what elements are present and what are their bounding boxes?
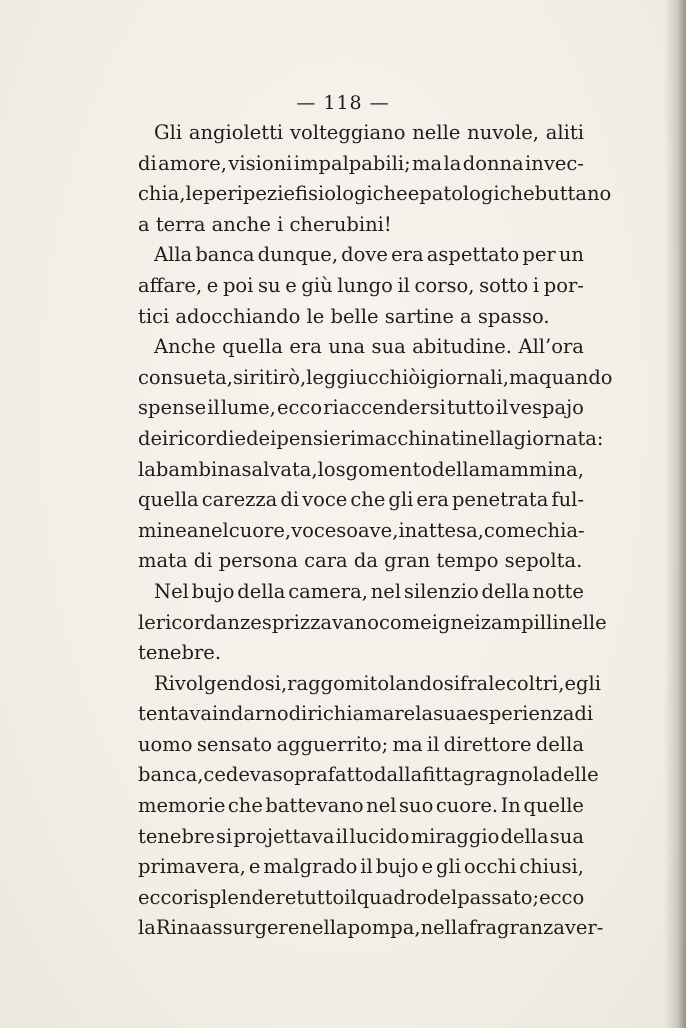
text-line: le ricordanze sprizzavano come ignei zampilli nelle: [138, 610, 607, 634]
text-line: consueta, si ritirò, leggiucchiò i giornali, ma quando: [138, 365, 613, 389]
text-line: tici adocchiando le belle sartine a spasso.: [138, 304, 550, 328]
text-line: dei ricordi e dei pensieri macchinati nella giornata:: [138, 426, 604, 450]
text-line: quella carezza di voce che gli era penetrata ful-: [138, 488, 584, 512]
text-line: tenebre.: [138, 641, 222, 665]
text-line: la Rina assurgere nella pompa, nella fragranza ver-: [138, 916, 604, 940]
text-line: primavera, e malgrado il bujo e gli occhi chiusi,: [138, 855, 584, 879]
text-line: tentava indarno di richiamare la sua esperienza di: [138, 702, 594, 726]
text-line: spense il lume, ecco riaccendersi tutto il vespajo: [138, 396, 584, 420]
text-line: Alla banca dunque, dove era aspettato per un: [154, 243, 584, 267]
text-line: minea nel cuore, voce soave, inattesa, come chia-: [138, 518, 585, 542]
text-line: Gli angioletti volteggiano nelle nuvole, aliti: [154, 121, 584, 144]
text-line: chia, le peripezie fisiologiche e patologiche buttano: [138, 182, 612, 206]
text-line: memorie che battevano nel suo cuore. In quelle: [138, 794, 584, 818]
text-line: tenebre si projettava il lucido miraggio della sua: [138, 824, 584, 848]
text-line: ecco risplendere tutto il quadro del passato; ecco: [138, 885, 585, 909]
text-line: di amore, visioni impalpabili; ma la donna invec-: [138, 151, 584, 175]
text-line: uomo sensato agguerrito; ma il direttore della: [138, 732, 584, 756]
text-line: a terra anche i cherubini!: [138, 212, 392, 236]
page-edge-shadow: [664, 0, 686, 1028]
text-line: mata di persona cara da gran tempo sepolta.: [138, 549, 583, 573]
text-line: Nel bujo della camera, nel silenzio della notte: [154, 579, 584, 603]
text-line: banca, cedeva soprafatto dalla fitta gragnola delle: [138, 763, 599, 787]
text-line: Rivolgendosi, raggomitolandosi fra le coltri, egli: [154, 671, 601, 695]
text-line: Anche quella era una sua abitudine. All’ora: [154, 335, 584, 359]
body-text: [138, 118, 613, 944]
page-number: — 118 —: [296, 92, 390, 114]
text-line: la bambina salvata, lo sgomento della mammina,: [138, 457, 584, 481]
text-line: affare, e poi su e giù lungo il corso, sotto i por-: [138, 273, 584, 297]
